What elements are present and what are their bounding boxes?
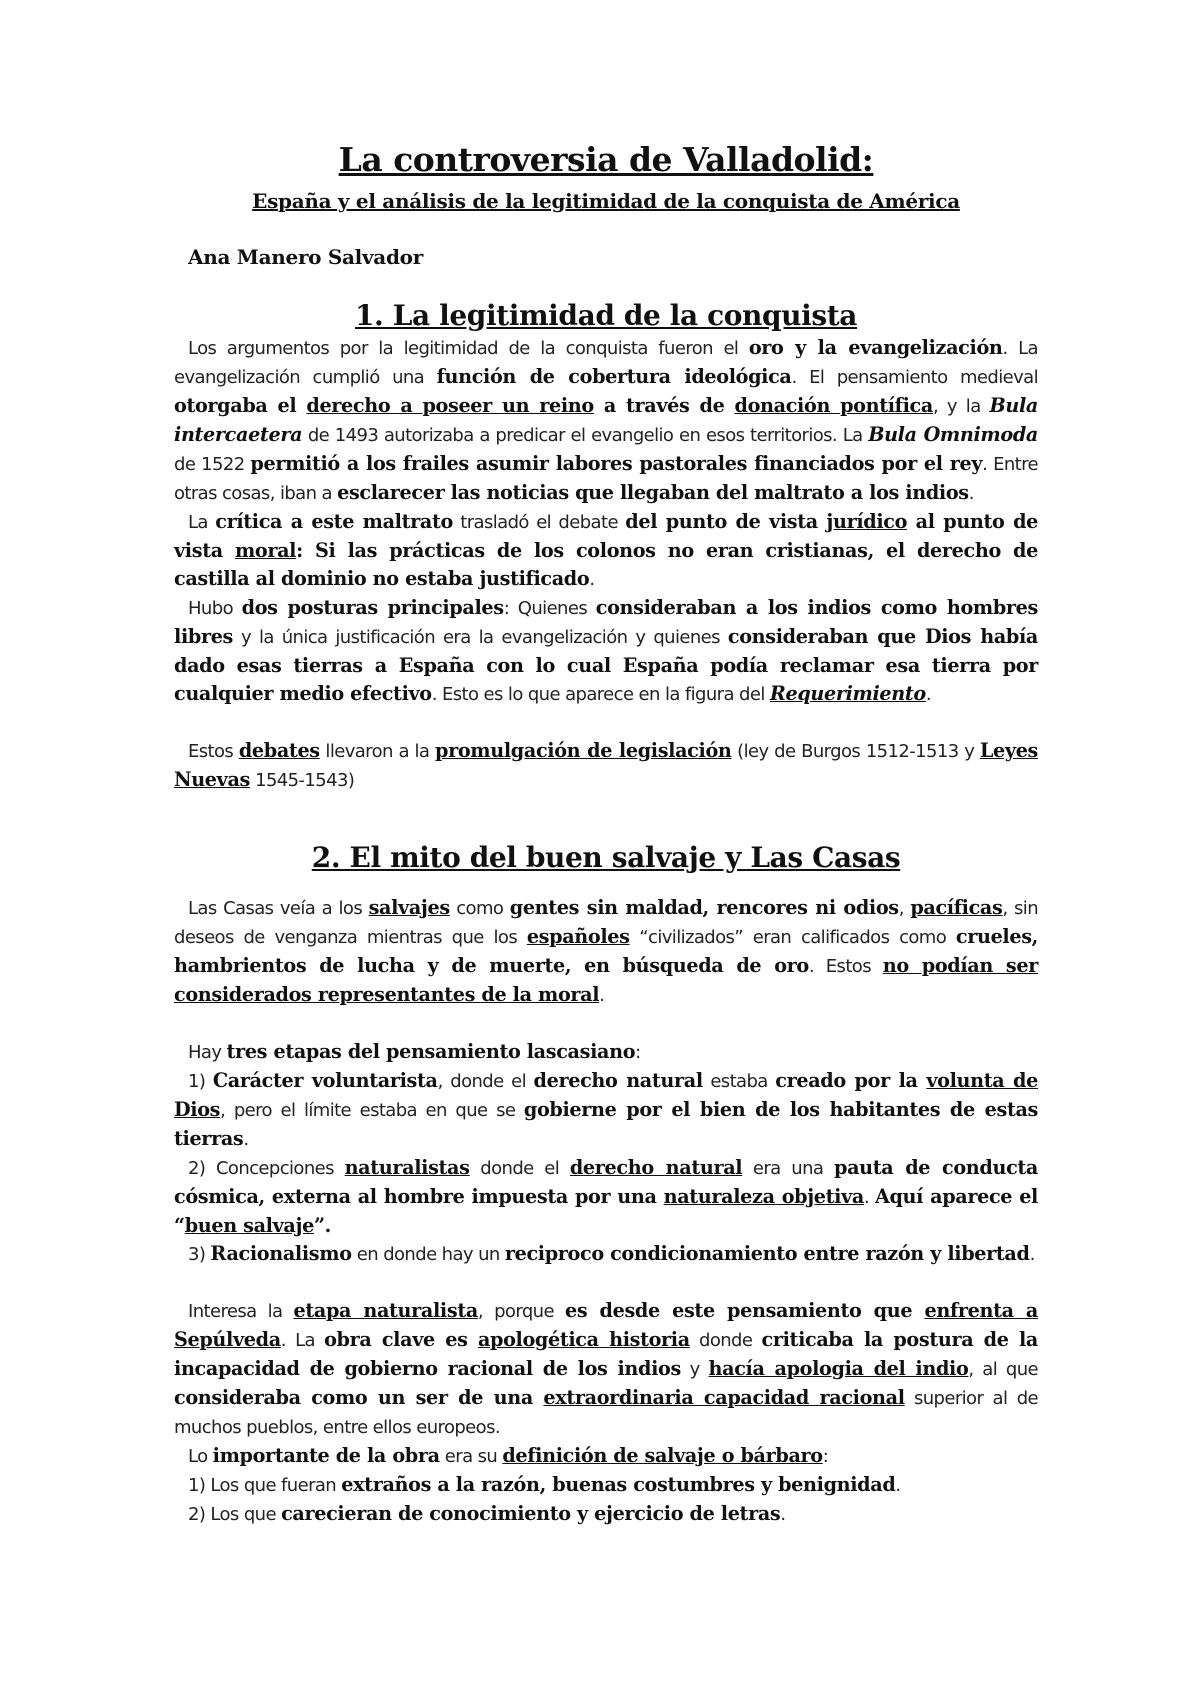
paragraph: La crítica a este maltrato trasladó el debate del punto de vista jurídico al punto de vista moral: Si las prácticas de los colonos no eran cristianas, el derecho de castilla al dominio no estaba justificado. (174, 510, 1038, 590)
paragraph: Hubo dos posturas principales: Quienes consideraban a los indios como hombres libres y la única justificación era la evangelización y quienes consideraban que Dios había dado esas tierras a España con lo cual España podía reclamar esa tierra por cualquier medio efectivo. Esto es lo que aparece en la figura del Requerimiento. (174, 596, 1039, 705)
paragraph: Interesa la etapa naturalista, porque es desde este pensamiento que enfrenta a Sepúlveda. La obra clave es apologética historia donde criticaba la postura de la incapacidad de gobierno racional de los indios y hacía apologia del indio, al que consideraba como un ser de una extraordinaria capacidad racional superior al de muchos pueblos, entre ellos europeos. (174, 1299, 1039, 1438)
section-2-body (174, 894, 1038, 1529)
author-name: Ana Manero Salvador (188, 245, 423, 269)
section-1-body (174, 334, 1038, 795)
list-item: 2) Los que carecieran de conocimiento y ejercicio de letras. (188, 1502, 786, 1525)
paragraph: Hay tres etapas del pensamiento lascasiano: (188, 1040, 641, 1063)
paragraph: Las Casas veía a los salvajes como gentes sin maldad, rencores ni odios, pacíficas, sin deseos de venganza mientras que los españoles “civilizados” eran calificados como crueles, hambrientos de lucha y de muerte, en búsqueda de oro. Estos no podían ser considerados representantes de la moral. (174, 896, 1039, 1006)
list-item: 3) Racionalismo en donde hay un reciproco condicionamiento entre razón y libertad. (188, 1242, 1035, 1265)
document-title: La controversia de Valladolid: (338, 140, 874, 179)
paragraph: Lo importante de la obra era su definición de salvaje o bárbaro: (188, 1444, 829, 1467)
section-2-heading: 2. El mito del buen salvaje y Las Casas (311, 841, 901, 874)
paragraph: Los argumentos por la legitimidad de la conquista fueron el oro y la evangelización. La evangelización cumplió una función de cobertura ideológica. El pensamiento medieval otorgaba el derecho a poseer un reino a través de donación pontífica, y la Bula intercaetera de 1493 autorizaba a predicar el evangelio en esos territorios. La Bula Omnimoda de 1522 permitió a los frailes asumir labores pastorales financiados por el rey. Entre otras cosas, iban a esclarecer las noticias que llegaban del maltrato a los indios. (174, 336, 1038, 504)
section-1-heading: 1. La legitimidad de la conquista (354, 299, 858, 332)
list-item: 1) Carácter voluntarista, donde el derecho natural estaba creado por la volunta de Dios, pero el límite estaba en que se gobierne por el bien de los habitantes de estas tierras. (174, 1069, 1038, 1150)
paragraph: Estos debates llevaron a la promulgación de legislación (ley de Burgos 1512-1513 y Leyes Nuevas 1545-1543) (174, 739, 1039, 791)
list-item: 1) Los que fueran extraños a la razón, buenas costumbres y benignidad. (188, 1473, 901, 1496)
document-subtitle: España y el análisis de la legitimidad de la conquista de América (252, 189, 960, 213)
list-item: 2) Concepciones naturalistas donde el derecho natural era una pauta de conducta cósmica, externa al hombre impuesta por una naturaleza objetiva. Aquí aparece el “buen salvaje”. (174, 1156, 1038, 1237)
